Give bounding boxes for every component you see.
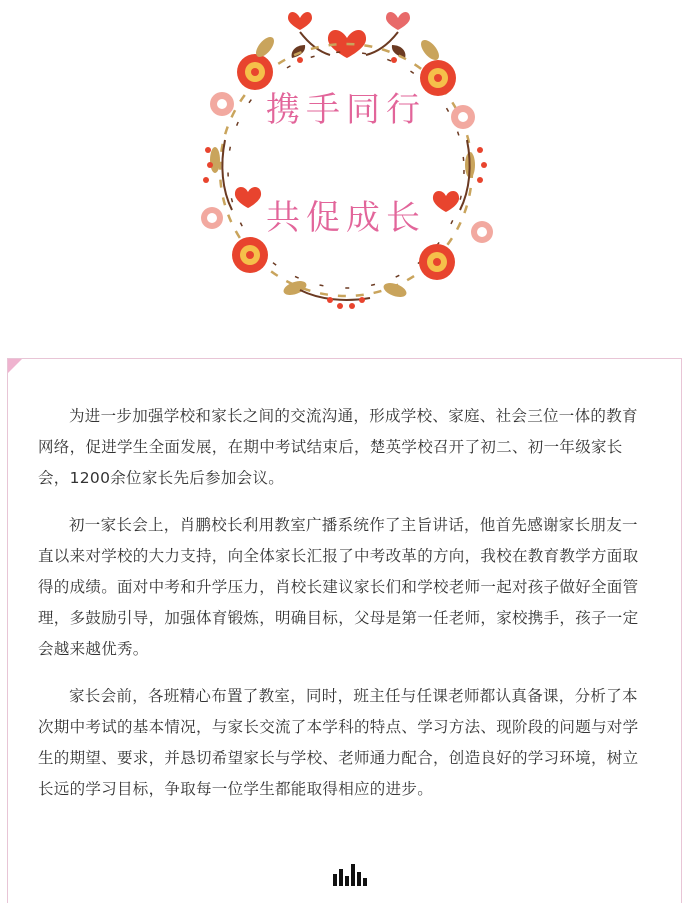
- wreath-title-line2: 共促成长: [266, 198, 426, 238]
- wreath-title-line1: 携手同行: [266, 90, 426, 130]
- end-bars-icon: [332, 864, 368, 886]
- article-card: [7, 358, 682, 903]
- wreath-header: [0, 0, 692, 330]
- article-paragraph-2: 初一家长会上，肖鹏校长利用教室广播系统作了主旨讲话，他首先感谢家长朋友一直以来对学校的大力支持，向全体家长汇报了中考改革的方向，我校在教育教学方面取得的成绩。面对中考和升学压力，肖校长建议家长们和学校老师一起对孩子做好全面管理，多鼓励引导，加强体育锻炼，明确目标，父母是第一任老师，家校携手，孩子一定会越来越优秀。: [38, 516, 639, 658]
- corner-accent: [8, 359, 22, 373]
- article-paragraph-1: 为进一步加强学校和家长之间的交流沟通，形成学校、家庭、社会三位一体的教育网络，促进学生全面发展，在期中考试结束后，楚英学校召开了初二、初一年级家长会，1200余位家长先后参加会议。: [38, 407, 638, 487]
- article-paragraph-3: 家长会前，各班精心布置了教室，同时，班主任与任课老师都认真备课，分析了本次期中考试的基本情况，与家长交流了本学科的特点、学习方法、现阶段的问题与对学生的期望、要求，并恳切希望家长与学校、老师通力配合，创造良好的学习环境，树立长远的学习目标，争取每一位学生都能取得相应的进步。: [38, 687, 639, 798]
- floral-wreath-image: [0, 0, 692, 330]
